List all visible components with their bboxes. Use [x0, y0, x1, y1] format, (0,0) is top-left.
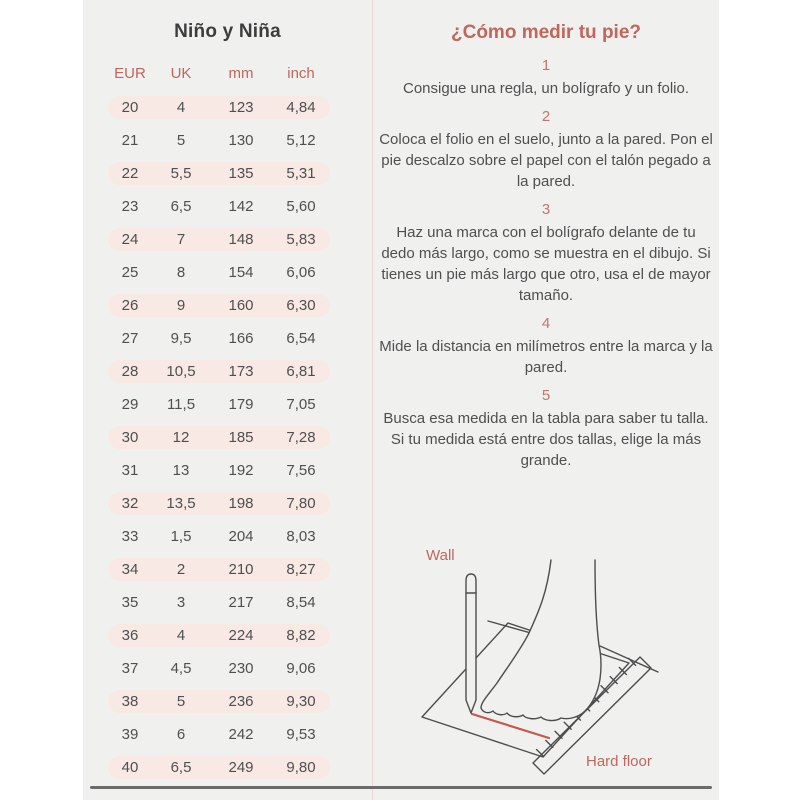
cell-mm: 230: [228, 660, 254, 677]
cell-inch: 9,53: [286, 726, 316, 743]
cell-inch: 5,60: [286, 198, 316, 215]
table-row: [108, 624, 330, 647]
table-row: [108, 360, 330, 383]
table-row: [108, 327, 330, 350]
cell-uk: 3: [176, 594, 186, 611]
cell-inch: 8,03: [286, 528, 316, 545]
cell-uk: 10,5: [166, 363, 196, 380]
column-header-eur: EUR: [114, 65, 146, 82]
cell-eur: 33: [121, 528, 139, 545]
cell-mm: 217: [228, 594, 254, 611]
table-row: [108, 162, 330, 185]
table-row: [108, 195, 330, 218]
table-row: [108, 294, 330, 317]
cell-inch: 7,80: [286, 495, 316, 512]
cell-eur: 25: [121, 264, 139, 281]
cell-uk: 13,5: [166, 495, 196, 512]
cell-mm: 185: [228, 429, 254, 446]
cell-uk: 8: [176, 264, 186, 281]
column-header-mm: mm: [228, 65, 254, 82]
step-text: Mide la distancia en milímetros entre la marca y la pared.: [379, 338, 713, 376]
cell-inch: 8,27: [286, 561, 316, 578]
cell-inch: 8,54: [286, 594, 316, 611]
cell-mm: 192: [228, 462, 254, 479]
cell-mm: 154: [228, 264, 254, 281]
cell-eur: 30: [121, 429, 139, 446]
cell-eur: 27: [121, 330, 139, 347]
foot-outline-shape: [481, 560, 601, 721]
cell-mm: 242: [228, 726, 254, 743]
cell-uk: 6,5: [170, 759, 192, 776]
table-row: [108, 393, 330, 416]
table-row: [108, 558, 330, 581]
cell-mm: 123: [228, 99, 254, 116]
column-header-inch: inch: [287, 65, 315, 82]
cell-uk: 12: [172, 429, 190, 446]
cell-inch: 7,56: [286, 462, 316, 479]
table-row: [108, 129, 330, 152]
cell-mm: 142: [228, 198, 254, 215]
cell-uk: 4: [176, 627, 186, 644]
cell-eur: 22: [121, 165, 139, 182]
guide-step: [373, 316, 719, 378]
cell-eur: 34: [121, 561, 139, 578]
hard-floor-label: Hard floor: [586, 753, 652, 770]
measuring-pen-shape: [466, 574, 476, 713]
cell-inch: 5,83: [286, 231, 316, 248]
guide-step: [373, 388, 719, 471]
cell-eur: 32: [121, 495, 139, 512]
table-row: [108, 591, 330, 614]
cell-mm: 135: [228, 165, 254, 182]
cell-eur: 20: [121, 99, 139, 116]
cell-eur: 39: [121, 726, 139, 743]
cell-uk: 2: [176, 561, 186, 578]
measure-guide-title: ¿Cómo medir tu pie?: [451, 22, 641, 43]
cell-inch: 5,12: [286, 132, 316, 149]
cell-mm: 198: [228, 495, 254, 512]
cell-uk: 6,5: [170, 198, 192, 215]
cell-uk: 11,5: [166, 396, 196, 413]
guide-step: [373, 58, 719, 99]
cell-inch: 6,54: [286, 330, 316, 347]
cell-mm: 173: [228, 363, 254, 380]
cell-uk: 1,5: [170, 528, 192, 545]
cell-eur: 26: [121, 297, 139, 314]
step-text: Consigue una regla, un bolígrafo y un folio.: [402, 80, 690, 97]
step-number: 3: [541, 201, 551, 218]
cell-uk: 7: [176, 231, 186, 248]
cell-inch: 9,80: [286, 759, 316, 776]
table-row: [108, 261, 330, 284]
cell-mm: 224: [228, 627, 254, 644]
column-header-uk: UK: [170, 65, 192, 82]
cell-mm: 166: [228, 330, 254, 347]
cell-mm: 210: [228, 561, 254, 578]
cell-inch: 9,06: [286, 660, 316, 677]
size-table-body: [108, 96, 330, 779]
table-row: [108, 723, 330, 746]
cell-mm: 160: [228, 297, 254, 314]
cell-eur: 36: [121, 627, 139, 644]
table-row: [108, 459, 330, 482]
cell-uk: 5: [176, 693, 186, 710]
cell-eur: 28: [121, 363, 139, 380]
cell-uk: 4: [176, 99, 186, 116]
step-number: 2: [541, 108, 551, 125]
cell-uk: 13: [172, 462, 190, 479]
cell-eur: 37: [121, 660, 139, 677]
cell-uk: 9: [176, 297, 186, 314]
size-guide-panel: [83, 0, 719, 800]
guide-step: [373, 109, 719, 192]
cell-eur: 40: [121, 759, 139, 776]
size-table-section: [83, 0, 372, 800]
table-row: [108, 690, 330, 713]
cell-eur: 29: [121, 396, 139, 413]
cell-inch: 4,84: [286, 99, 316, 116]
cell-mm: 179: [228, 396, 254, 413]
cell-eur: 35: [121, 594, 139, 611]
cell-uk: 4,5: [170, 660, 192, 677]
table-row: [108, 756, 330, 779]
step-text: Busca esa medida en la tabla para saber tu talla. Si tu medida está entre dos tallas, elige la más grande.: [383, 410, 709, 469]
cell-mm: 130: [228, 132, 254, 149]
table-row: [108, 228, 330, 251]
horizontal-scrollbar[interactable]: [90, 786, 712, 789]
cell-inch: 6,30: [286, 297, 316, 314]
cell-uk: 5: [176, 132, 186, 149]
step-number: 1: [541, 57, 551, 74]
cell-eur: 24: [121, 231, 139, 248]
cell-mm: 148: [228, 231, 254, 248]
table-row: [108, 96, 330, 119]
table-row: [108, 426, 330, 449]
cell-inch: 6,81: [286, 363, 316, 380]
steps-list: [373, 58, 719, 471]
guide-step: [373, 202, 719, 306]
cell-inch: 8,82: [286, 627, 316, 644]
step-number: 5: [541, 387, 551, 404]
cell-uk: 9,5: [170, 330, 192, 347]
cell-mm: 249: [228, 759, 254, 776]
cell-mm: 236: [228, 693, 254, 710]
table-row: [108, 525, 330, 548]
cell-uk: 5,5: [170, 165, 192, 182]
cell-eur: 31: [121, 462, 139, 479]
cell-eur: 23: [121, 198, 139, 215]
cell-uk: 6: [176, 726, 186, 743]
cell-inch: 9,30: [286, 693, 316, 710]
step-number: 4: [541, 315, 551, 332]
size-table-title: Niño y Niña: [174, 21, 281, 42]
cell-inch: 5,31: [286, 165, 316, 182]
cell-eur: 38: [121, 693, 139, 710]
step-text: Haz una marca con el bolígrafo delante de tu dedo más largo, como se muestra en el dibujo. Si tienes un pie más largo que otro, usa el de mayor tamaño.: [381, 224, 711, 304]
foot-measure-illustration: [408, 545, 708, 795]
foot-measure-diagram: [408, 545, 708, 795]
cell-eur: 21: [121, 132, 139, 149]
wall-label: Wall: [426, 547, 455, 564]
cell-inch: 7,05: [286, 396, 316, 413]
cell-inch: 7,28: [286, 429, 316, 446]
cell-inch: 6,06: [286, 264, 316, 281]
cell-mm: 204: [228, 528, 254, 545]
step-text: Coloca el folio en el suelo, junto a la pared. Pon el pie descalzo sobre el papel con el talón pegado a la pared.: [379, 131, 713, 190]
size-table-column-headers: [108, 65, 330, 82]
table-row: [108, 492, 330, 515]
table-row: [108, 657, 330, 680]
